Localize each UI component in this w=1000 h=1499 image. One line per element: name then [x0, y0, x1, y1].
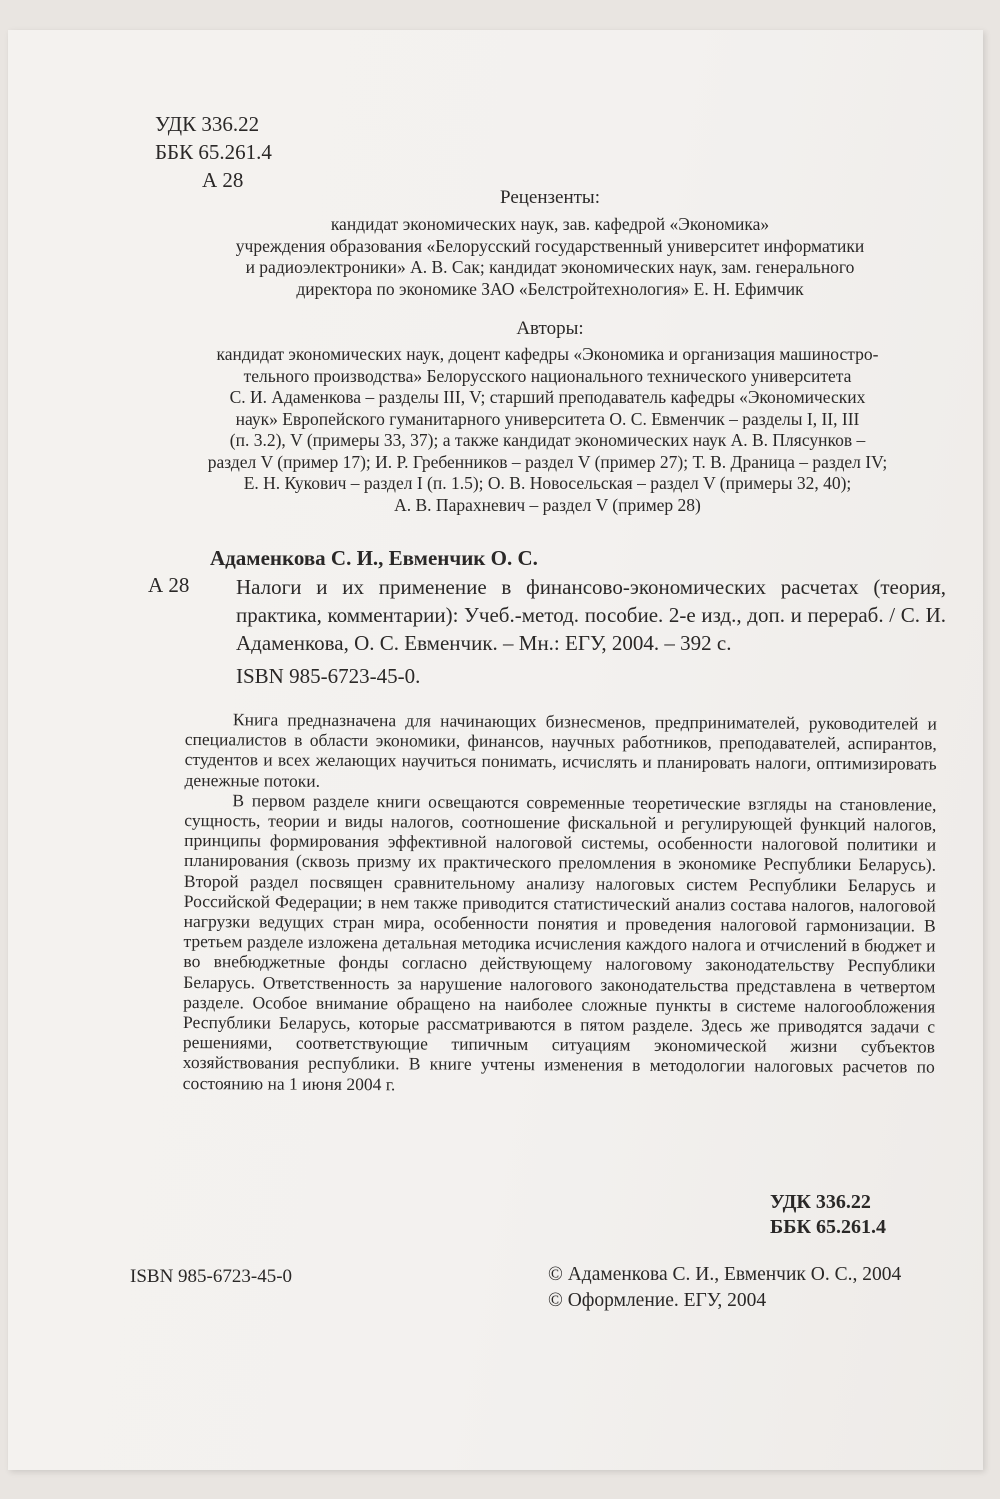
- bibliographic-description: Налоги и их применение в финансово-экономических расчетах (теория, практика, комментарии): Учеб.-метод. пособие. 2-е изд., доп. и перераб. / С. И. Адаменкова, О. С. Евменчик. – Мн.: ЕГУ, 2004. – 392 с.: [236, 575, 946, 655]
- annotation-paragraph: Книга предназначена для начинающих бизнесменов, предпринимателей, руководителей и специалистов в области экономики, финансов, научных работников, преподавателей, аспирантов, студентов и всех желающих научиться понимать, исчислять и планировать налоги, оптимизировать денежные потоки.: [184, 709, 937, 791]
- reviewers-title: Рецензенты:: [500, 187, 600, 208]
- copyright-design: © Оформление. ЕГУ, 2004: [548, 1290, 767, 1311]
- reviewers-line: учреждения образования «Белорусский государственный университет информатики: [235, 235, 865, 256]
- annotation-paragraph: В первом разделе книги освещаются современные теоретические взгляды на становление, сущность, теории и виды налогов, соотношение фискальной и регулирующей функций налогов, принципы формирования эффективной налоговой системы, особенности налоговой политики и планирования (сквозь призму их практического преломления в экономике Республики Беларусь). Второй раздел посвящен сравнительному анализу налоговых систем Республики Беларусь и Российской Федерации; в нем также приводится статистический анализ состава налогов, налоговой нагрузки ведущих стран мира, особенности понятия и проведения налоговой гармонизации. В третьем разделе изложена детальная методика исчисления каждого налога и отчислений в бюджет и во внебюджетные фонды согласно действующему налоговому законодательству Республики Беларусь. Ответственность за нарушение налогового законодательства представлена в четвертом разделе. Особое внимание обращено на наиболее сложные пункты в системе налогообложения Республики Беларусь, которые рассматриваются в пятом разделе. Здесь же приводятся задачи с решениями, соответствующие типичным ситуациям экономической жизни субъектов хозяйствования республики. В книге учтены изменения в методологии налоговых расчетов по состоянию на 1 июня 2004 г.: [182, 790, 937, 1094]
- authors-line: (п. 3.2), V (примеры 33, 37); а также кандидат экономических наук А. В. Плясунков –: [229, 430, 866, 450]
- bibliographic-heading: Адаменкова С. И., Евменчик О. С.: [210, 546, 538, 570]
- isbn-mid: ISBN 985-6723-45-0.: [236, 664, 421, 688]
- isbn-bottom: ISBN 985-6723-45-0: [130, 1266, 293, 1287]
- authors-line: кандидат экономических наук, доцент кафедры «Экономика и организация машиностро-: [216, 344, 879, 364]
- authors-line: наук» Европейского гуманитарного университета О. С. Евменчик – разделы I, II, III: [235, 408, 860, 429]
- author-mark-top: А 28: [202, 168, 244, 192]
- udk-code: УДК 336.22: [155, 112, 260, 136]
- reviewers-line: кандидат экономических наук, зав. кафедрой «Экономика»: [330, 214, 770, 234]
- annotation: [183, 709, 937, 1097]
- authors-line: раздел V (пример 17); И. Р. Гребенников – раздел V (пример 27); Т. В. Драница – раздел IV;: [207, 451, 888, 472]
- copyright-authors: © Адаменкова С. И., Евменчик О. С., 2004: [548, 1264, 902, 1285]
- authors-line: Е. Н. Кукович – раздел I (п. 1.5); О. В. Новосельская – раздел V (примеры 32, 40);: [243, 473, 852, 493]
- bbk-code-bottom: ББК 65.261.4: [770, 1216, 886, 1238]
- udk-bbk-bottom: [770, 1190, 886, 1240]
- copyright-block: [548, 1262, 901, 1314]
- udk-bbk-top: [155, 110, 272, 166]
- authors-title: Авторы:: [516, 318, 584, 339]
- authors-text: [145, 344, 950, 516]
- reviewers-line: директора по экономике ЗАО «Белстройтехнология» Е. Н. Ефимчик: [296, 278, 804, 299]
- reviewers-text: [150, 214, 950, 300]
- author-mark-mid: А 28: [148, 573, 190, 597]
- reviewers-line: и радиоэлектроники» А. В. Сак; кандидат экономических наук, зам. генерального: [245, 257, 855, 277]
- authors-line: С. И. Адаменкова – разделы III, V; старший преподаватель кафедры «Экономических: [229, 387, 866, 407]
- authors-line: А. В. Парахневич – раздел V (пример 28): [394, 494, 701, 515]
- bbk-code: ББК 65.261.4: [155, 140, 272, 164]
- udk-code-bottom: УДК 336.22: [770, 1191, 871, 1213]
- authors-line: тельного производства» Белорусского национального технического университета: [243, 365, 852, 386]
